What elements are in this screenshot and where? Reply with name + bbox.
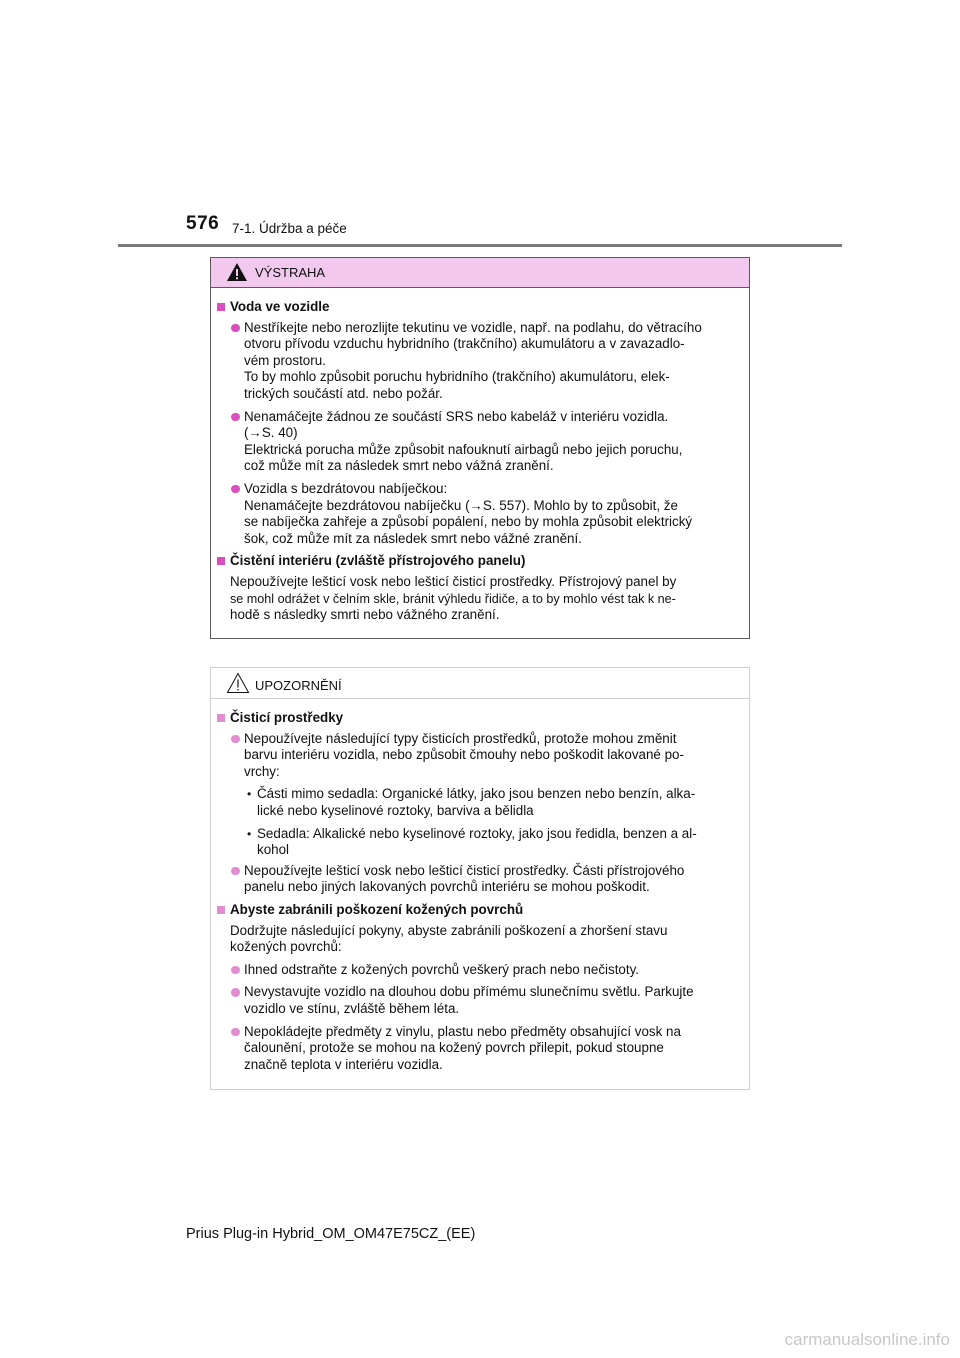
section-heading: Čisticí prostředky (217, 710, 741, 727)
text-line: vém prostoru. (244, 352, 326, 368)
text-line: panelu nebo jiných lakovaných povrchů interiéru se mohou poškodit. (244, 879, 650, 895)
text-line: Nepoužívejte následující typy čisticích prostředků, protože mohou změnit (244, 730, 677, 746)
text-line: Nenamáčejte bezdrátovou nabíječku (→S. 557). Mohlo by to způsobit, že (244, 497, 678, 513)
caution-triangle-outline-icon (226, 672, 250, 694)
section-heading: Abyste zabránili poškození kožených povrchů (217, 902, 741, 919)
text-line: • Části mimo sedadla: Organické látky, jako jsou benzen nebo benzín, alka- (257, 786, 696, 802)
caution-header (211, 668, 749, 699)
text-line: značně teplota v interiéru vozidla. (244, 1056, 443, 1072)
text-line: kohol (257, 842, 290, 858)
text-line: kožených povrchů: (230, 939, 342, 955)
paragraph (217, 923, 741, 956)
text-line: Nenamáčejte žádnou ze součástí SRS nebo kabeláž v interiéru vozidla. (244, 408, 669, 424)
list-item (217, 984, 741, 1017)
sub-list-item (217, 786, 741, 819)
text-line: barvu interiéru vozidla, nebo způsobit čmouhy nebo poškodit lakované po- (244, 747, 684, 763)
text-line: čalounění, protože se mohou na kožený povrch přilepit, pokud stoupne (244, 1040, 664, 1056)
page-reference-link[interactable]: (→S. 40) (244, 425, 298, 441)
text-line: šok, což může mít za následek smrt nebo vážné zranění. (244, 530, 582, 546)
warning-triangle-icon (226, 262, 248, 282)
page-number: 576 (186, 213, 220, 234)
section-heading: Čistění interiéru (zvláště přístrojového panelu) (217, 553, 741, 570)
warning-body (211, 288, 749, 638)
text-line: • Sedadla: Alkalické nebo kyselinové roztoky, jako jsou ředidla, benzen a al- (257, 825, 697, 841)
text-line: otvoru přívodu vzduchu hybridního (trakčního) akumulátoru a v zavazadlo- (244, 336, 685, 352)
text-line: se nabíječka zahřeje a způsobí popálení, nebo by mohla způsobit elektrický (244, 514, 693, 530)
list-item (217, 320, 741, 403)
list-item (217, 731, 741, 781)
text-line: Nestříkejte nebo nerozlijte tekutinu ve vozidle, např. na podlahu, do větracího (244, 319, 702, 335)
text-line: Dodržujte následující pokyny, abyste zabránili poškození a zhoršení stavu (230, 922, 668, 938)
text-line: To by mohlo způsobit poruchu hybridního (trakčního) akumulátoru, elek- (244, 369, 670, 385)
warning-box (210, 257, 750, 639)
caution-box (210, 667, 750, 1090)
list-item (217, 863, 741, 896)
warning-title: VÝSTRAHA (255, 265, 326, 280)
header-rule (118, 244, 842, 247)
text-line: se mohl odrážet v čelním skle, bránit výhledu řidiče, a to by mohlo vést tak k ne- (230, 591, 676, 606)
text-line: vrchy: (244, 763, 280, 779)
text-line: Nepoužívejte lešticí vosk nebo lešticí čisticí prostředky. Přístrojový panel by (230, 573, 677, 589)
caution-title: UPOZORNĚNÍ (255, 678, 342, 693)
footer-document-id: Prius Plug-in Hybrid_OM_OM47E75CZ_(EE) (186, 1226, 476, 1242)
text-line: Nevystavujte vozidlo na dlouhou dobu přímému slunečnímu světlu. Parkujte (244, 984, 694, 1000)
text-line: Elektrická porucha může způsobit nafouknutí airbagů nebo jejich poruchu, (244, 441, 683, 457)
text-line: Nepokládejte předměty z vinylu, plastu nebo předměty obsahující vosk na (244, 1023, 681, 1039)
watermark: carmanualsonline.info (784, 1330, 950, 1349)
text-line: Nepoužívejte lešticí vosk nebo lešticí čisticí prostředky. Části přístrojového (244, 862, 685, 878)
caution-body (211, 699, 749, 1089)
list-item (217, 409, 741, 475)
text-line: Ihned odstraňte z kožených povrchů veškerý prach nebo nečistoty. (244, 961, 639, 977)
paragraph (217, 574, 741, 624)
list-item (217, 481, 741, 547)
section-title: 7-1. Údržba a péče (232, 221, 347, 236)
text-line: což může mít za následek smrt nebo vážná zranění. (244, 458, 554, 474)
list-item (217, 962, 741, 979)
text-line: vozidlo ve stínu, zvláště během léta. (244, 1000, 460, 1016)
text-line: trických součástí atd. nebo požár. (244, 385, 443, 401)
text-line: lické nebo kyselinové roztoky, barviva a bělidla (257, 802, 534, 818)
section-heading: Voda ve vozidle (217, 299, 741, 316)
sub-list-item (217, 826, 741, 859)
list-item (217, 1024, 741, 1074)
text-line: hodě s následky smrti nebo vážného zranění. (230, 607, 500, 623)
text-line: Vozidla s bezdrátovou nabíječkou: (244, 480, 448, 496)
warning-header (211, 258, 749, 288)
